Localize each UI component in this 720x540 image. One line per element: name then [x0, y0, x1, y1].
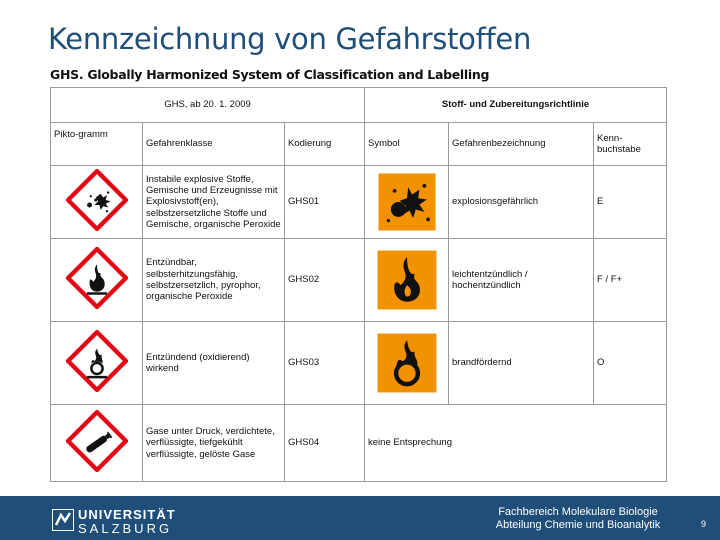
col-kennbuchstabe: Kenn-buchstabe: [594, 123, 667, 166]
gefahrenbezeichnung-cell: brandfördernd: [449, 322, 594, 405]
kennbuchstabe-cell: O: [594, 322, 667, 405]
university-logo-icon: [52, 509, 74, 531]
symbol-cell: [365, 239, 449, 322]
flame-over-circle-symbol-icon: [375, 331, 439, 395]
flame-icon: [66, 247, 128, 309]
gefahrenklasse-cell: Entzündbar, selbsterhitzungsfähig, selbstzersetzlich, pyrophor, organische Peroxide: [143, 239, 285, 322]
keine-entsprechung-cell: keine Entsprechung: [365, 405, 667, 482]
department-line1: Fachbereich Molekulare Biologie: [498, 506, 658, 518]
header-richtlinie: Stoff- und Zubereitungsrichtlinie: [365, 88, 667, 123]
table-row: [51, 405, 667, 482]
table-row: [51, 322, 667, 405]
header-ghs: GHS, ab 20. 1. 2009: [51, 88, 365, 123]
col-gefahrenklasse: Gefahrenklasse: [143, 123, 285, 166]
pictogram-cell: [51, 322, 143, 405]
department-line2: Abteilung Chemie und Bioanalytik: [495, 519, 661, 531]
table-row: [51, 166, 667, 239]
ghs-table: [50, 87, 667, 482]
gefahrenbezeichnung-cell: leichtentzündlich / hochentzündlich: [449, 239, 594, 322]
gefahrenklasse-cell: Gase unter Druck, verdichtete, verflüssigte, tiefgekühlt verflüssigte, gelöste Gase: [143, 405, 285, 482]
pictogram-cell: [51, 239, 143, 322]
col-piktogramm: Pikto-gramm: [51, 123, 143, 166]
logo-line1: UNIVERSITÄT: [78, 507, 176, 522]
flame-over-circle-icon: [66, 330, 128, 392]
exploding-bomb-icon: [66, 169, 128, 231]
col-gefahrenbezeichnung: Gefahrenbezeichnung: [449, 123, 594, 166]
gefahrenbezeichnung-cell: explosionsgefährlich: [449, 166, 594, 239]
table-row: [51, 239, 667, 322]
logo-line2: SALZBURG: [78, 521, 173, 536]
department: [470, 506, 686, 532]
kodierung-cell: GHS02: [285, 239, 365, 322]
kodierung-cell: GHS03: [285, 322, 365, 405]
gefahrenklasse-cell: Instabile explosive Stoffe, Gemische und Erzeugnisse mit Explosivstoff(en), selbstzersetzliche Stoffe und Gemische, organische Peroxide: [143, 166, 285, 239]
page-title: Kennzeichnung von Gefahrstoffen: [48, 22, 532, 56]
explosion-symbol-icon: [376, 171, 438, 233]
flame-symbol-icon: [375, 248, 439, 312]
page-number: 9: [701, 519, 707, 529]
kennbuchstabe-cell: F / F+: [594, 239, 667, 322]
col-symbol: Symbol: [365, 123, 449, 166]
symbol-cell: [365, 322, 449, 405]
kodierung-cell: GHS01: [285, 166, 365, 239]
gefahrenklasse-cell: Entzündend (oxidierend) wirkend: [143, 322, 285, 405]
kodierung-cell: GHS04: [285, 405, 365, 482]
pictogram-cell: [51, 166, 143, 239]
col-kodierung: Kodierung: [285, 123, 365, 166]
symbol-cell: [365, 166, 449, 239]
gas-cylinder-icon: [66, 410, 128, 472]
pictogram-cell: [51, 405, 143, 482]
kennbuchstabe-cell: E: [594, 166, 667, 239]
page-subtitle: GHS. Globally Harmonized System of Classification and Labelling: [50, 67, 490, 82]
